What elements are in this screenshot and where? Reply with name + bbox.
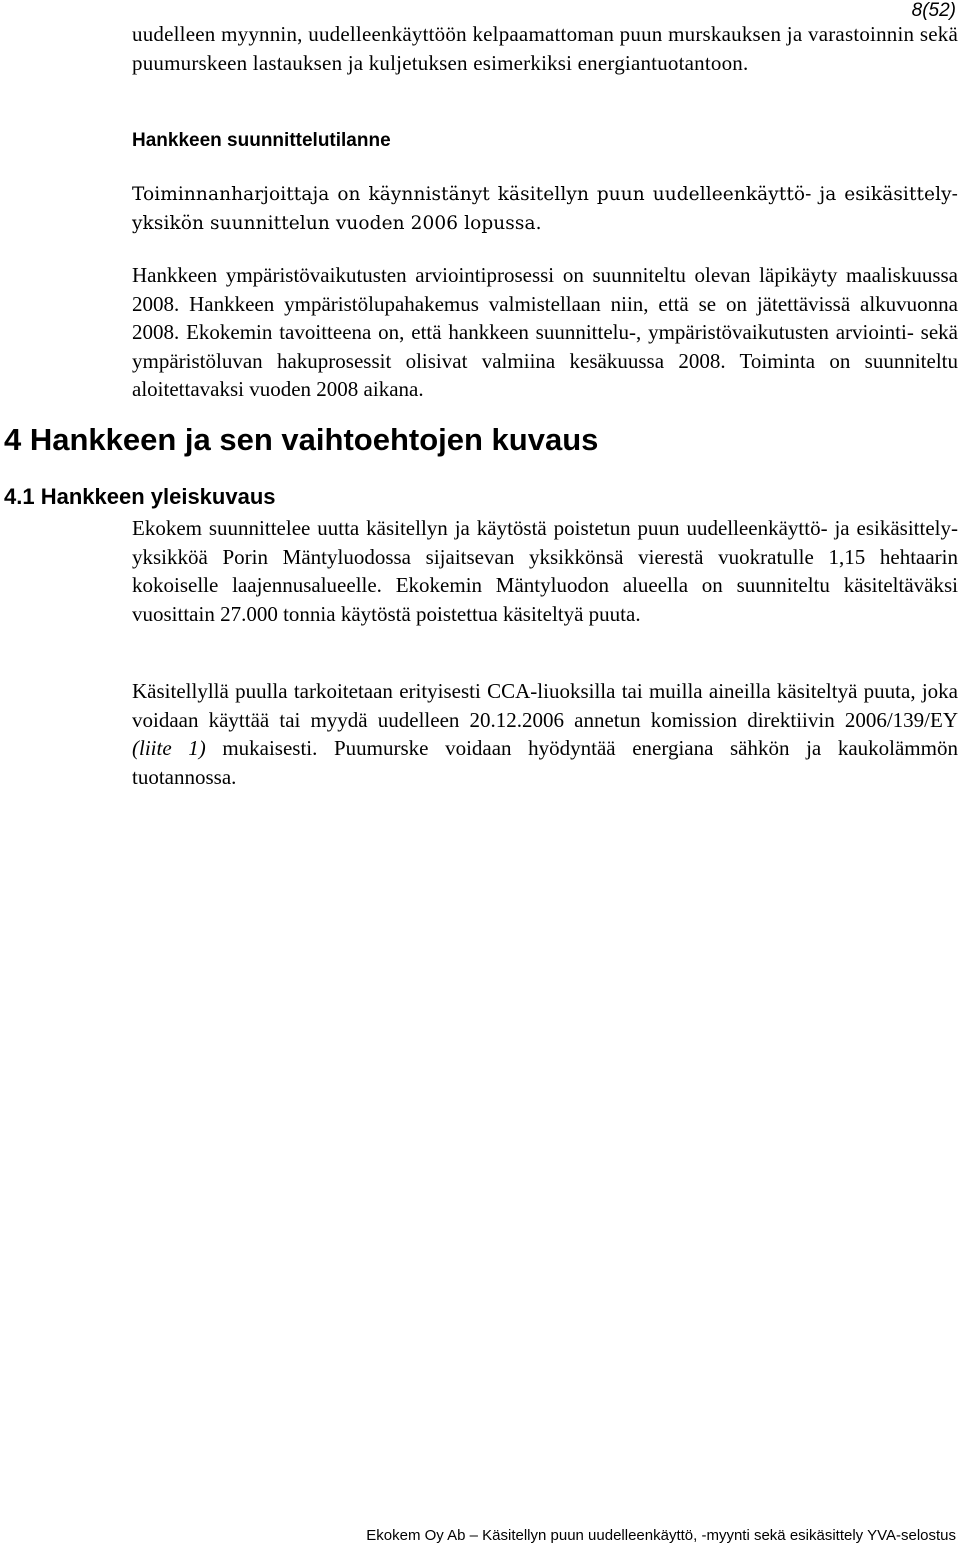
overview-paragraph-2-start: Käsitellyllä puulla tarkoitetaan erityisesti CCA-liuoksilla tai muilla aineilla käsiteltyä puuta, joka voidaan käyttää tai myydä uudelleen 20.12.2006 annetun komission direktiivin 2006/139/EY (132, 679, 958, 732)
overview-para-1-block (132, 514, 958, 628)
overview-paragraph-1: Ekokem suunnittelee uutta käsitellyn ja käytöstä poistetun puun uudelleenkäyttö- ja esikäsittely-yksikköä Porin Mäntyluodossa sijaitsevan yksikkönsä vierestä vuokratulle 1,15 hehtaarin kokoiselle laajennusalueelle. Ekokemin Mäntyluodon alueella on suunniteltu käsiteltäväksi vuosittain 27.000 tonnia käytöstä poistettua käsiteltyä puuta. (132, 516, 958, 626)
appendix-reference: (liite 1) (132, 736, 206, 760)
page-footer: Ekokem Oy Ab – Käsitellyn puun uudelleenkäyttö, -myynti sekä esikäsittely YVA-selostus (366, 1527, 956, 1544)
overview-para-2-block (132, 677, 958, 791)
planning-heading: Hankkeen suunnittelutilanne (132, 130, 391, 151)
intro-paragraph: uudelleen myynnin, uudelleenkäyttöön kelpaamattoman puun murskauksen ja varastoinnin sekä puumurskeen lastauksen ja kuljetuksen esimerkiksi energiantuotantoon. (132, 22, 958, 75)
overview-paragraph-2-end: mukaisesti. Puumurske voidaan hyödyntää energiana sähkön ja kaukolämmön tuotannossa. (132, 736, 958, 789)
planning-para-1-block (132, 180, 958, 238)
planning-section (132, 129, 958, 153)
overview-paragraph-2 (132, 677, 958, 791)
intro-block (132, 20, 958, 77)
section-4-1-heading: 4.1 Hankkeen yleiskuvaus (4, 484, 276, 509)
planning-para-2-block (132, 261, 958, 404)
section-4-heading: 4 Hankkeen ja sen vaihtoehtojen kuvaus (4, 422, 599, 457)
planning-paragraph-1: Toiminnanharjoittaja on käynnistänyt käsitellyn puun uudelleenkäyttö- ja esikäsittely-yksikön suunnittelun vuoden 2006 lopussa. (132, 184, 958, 234)
planning-paragraph-2: Hankkeen ympäristövaikutusten arviointiprosessi on suunniteltu olevan läpikäyty maaliskuussa 2008. Hankkeen ympäristölupahakemus valmistellaan niin, että se on jätettävissä alkuvuonna 2008. Ekokemin tavoitteena on, että hankkeen suunnittelu-, ympäristövaikutusten arviointi- sekä ympäristöluvan hakuprosessit olisivat valmiina kesäkuussa 2008. Toiminta on suunniteltu aloitettavaksi vuoden 2008 aikana. (132, 263, 958, 401)
page-number: 8(52) (911, 0, 956, 21)
